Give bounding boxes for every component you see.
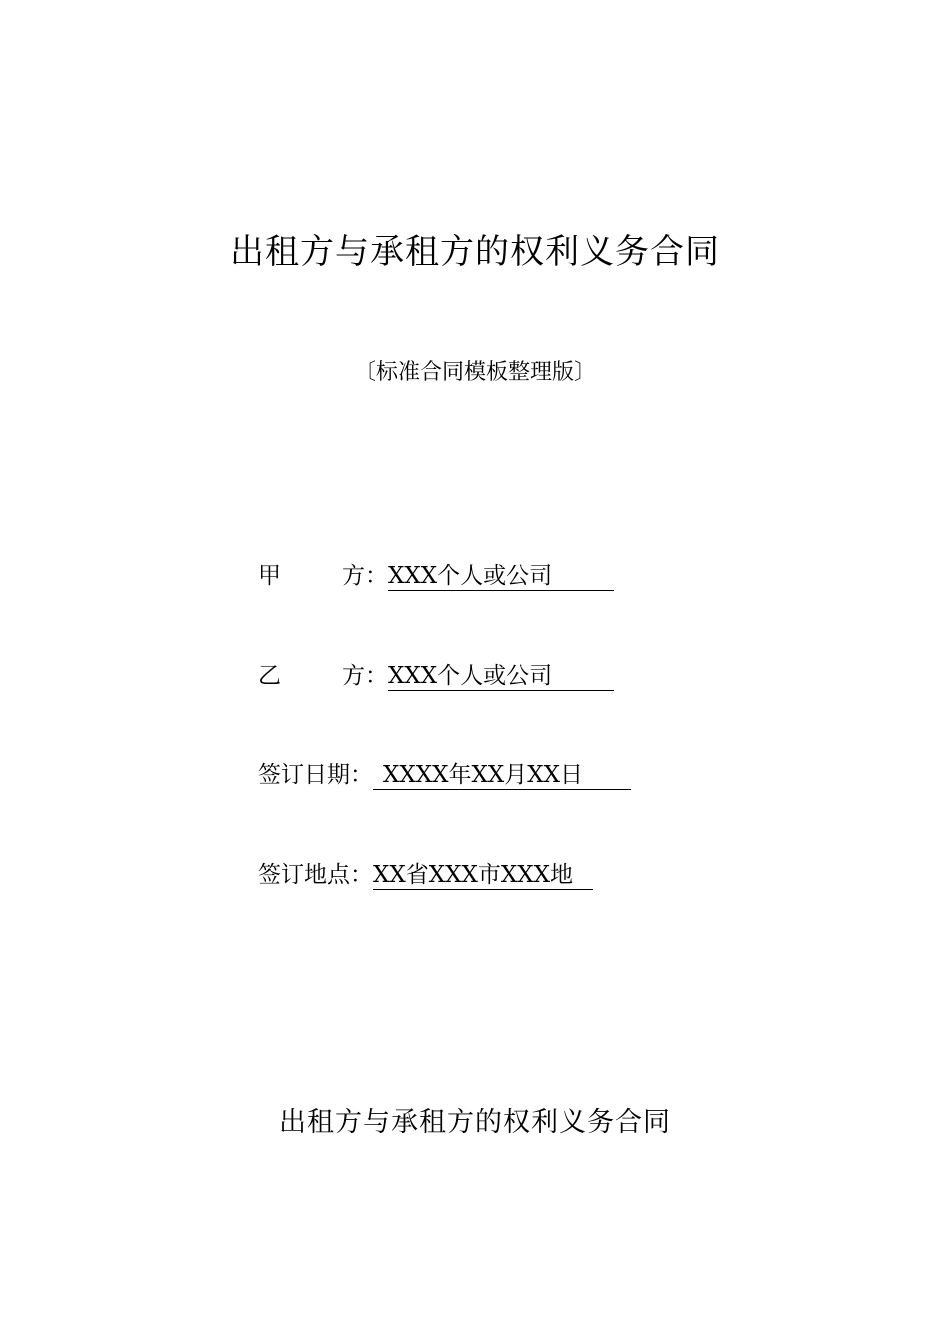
party-a-row [258,559,614,593]
party-b-label [258,659,388,693]
section-title: 出租方与承租方的权利义务合同 [279,1107,671,1138]
signing-date-value: XXXX年XX月XX日 [373,761,631,790]
party-a-label [258,559,388,593]
party-a-label-char: 甲 [258,563,281,589]
party-b-value: XXX个人或公司 [388,662,614,691]
party-b-label-suffix: 方： [342,663,388,689]
document-subtitle: 〔标准合同模板整理版〕 [353,360,596,385]
party-a-value: XXX个人或公司 [388,562,614,591]
signing-place-row [258,858,593,892]
party-b-label-char: 乙 [258,663,281,689]
signing-date-label: 签订日期： [258,762,373,788]
signing-place-value: XX省XXX市XXX地 [373,861,593,890]
document-title: 出租方与承租方的权利义务合同 [230,232,720,272]
party-b-row [258,659,614,693]
signing-place-label: 签订地点： [258,862,373,888]
party-a-label-suffix: 方： [342,563,388,589]
signing-date-row [258,758,631,792]
